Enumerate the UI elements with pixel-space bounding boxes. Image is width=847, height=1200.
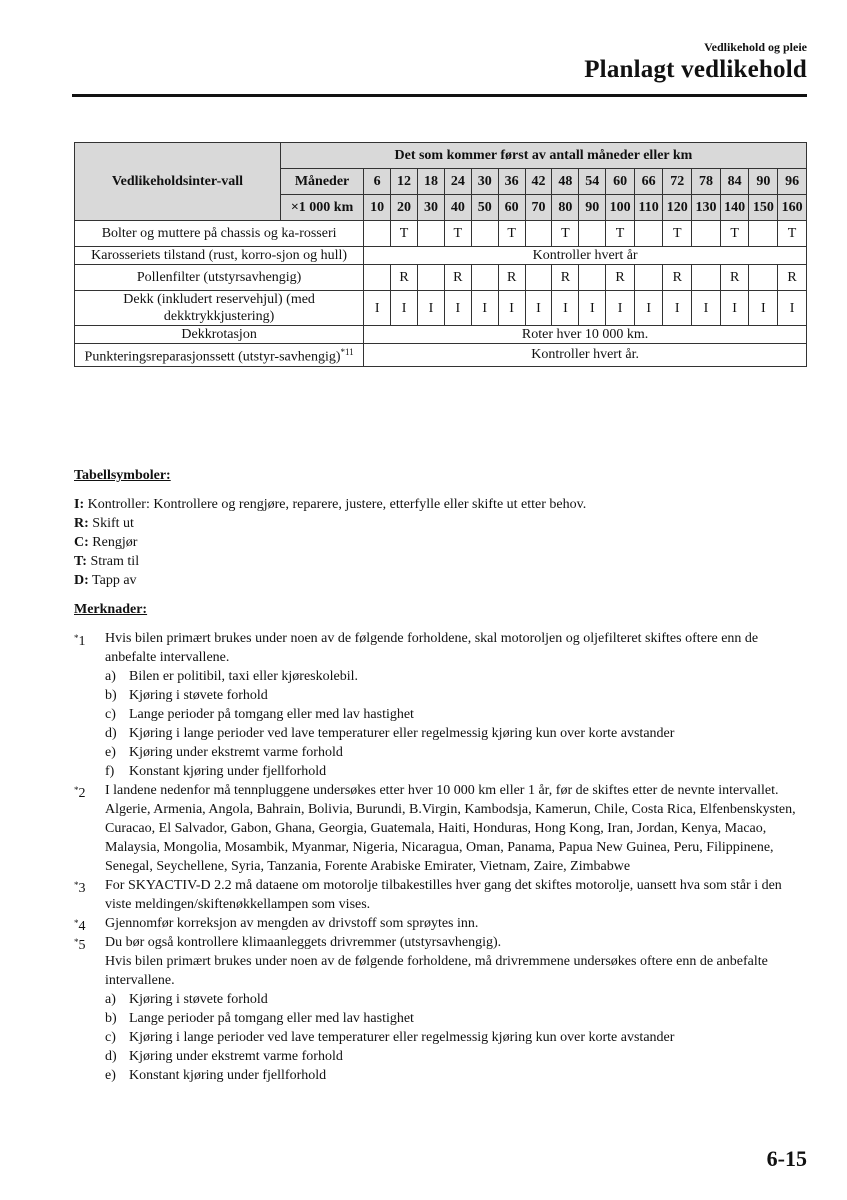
note-text: Du bør også kontrollere klimaanleggets drivremmer (utstyrsavhengig). bbox=[105, 935, 502, 950]
note-ref: *1 bbox=[74, 633, 86, 649]
month-cell: 30 bbox=[471, 169, 498, 195]
km-cell: 110 bbox=[634, 195, 662, 221]
km-label: ×1 000 km bbox=[280, 195, 363, 221]
schedule-cell: I bbox=[471, 291, 498, 326]
table-row bbox=[75, 247, 807, 265]
schedule-cell: I bbox=[606, 291, 635, 326]
schedule-cell bbox=[749, 221, 778, 247]
header-rule bbox=[72, 94, 807, 97]
schedule-cell bbox=[364, 265, 391, 291]
table-row bbox=[75, 291, 807, 326]
km-cell: 40 bbox=[444, 195, 471, 221]
schedule-cell bbox=[525, 265, 552, 291]
km-cell: 140 bbox=[720, 195, 749, 221]
note-text: For SKYACTIV-D 2.2 må dataene om motorolje tilbakestilles hver gang det skiftes motorolje, uansett hva som står i den viste meldingen/skiftenøkkellampen som vises. bbox=[105, 878, 782, 912]
note-sub-item: e) Kjøring under ekstremt varme forhold bbox=[105, 745, 343, 760]
schedule-cell: T bbox=[391, 221, 418, 247]
schedule-cell bbox=[471, 265, 498, 291]
maintenance-item: Dekkrotasjon bbox=[75, 326, 364, 344]
note-sub-item: a) Kjøring i støvete forhold bbox=[105, 992, 268, 1007]
note-text: Gjennomfør korreksjon av mengden av drivstoff som sprøytes inn. bbox=[105, 916, 479, 931]
interval-header: Vedlikeholdsinter-vall bbox=[75, 143, 281, 221]
schedule-cell: R bbox=[391, 265, 418, 291]
km-cell: 130 bbox=[692, 195, 721, 221]
km-cell: 30 bbox=[418, 195, 445, 221]
schedule-cell: R bbox=[552, 265, 579, 291]
note-5 bbox=[74, 933, 809, 1085]
schedule-cell: T bbox=[552, 221, 579, 247]
schedule-span-cell: Roter hver 10 000 km. bbox=[364, 326, 807, 344]
note-1 bbox=[74, 629, 809, 781]
notes-title: Merknader: bbox=[74, 602, 148, 617]
months-label: Måneder bbox=[280, 169, 363, 195]
note-ref: *3 bbox=[74, 880, 86, 896]
note-2 bbox=[74, 781, 809, 876]
note-sub-item: c) Lange perioder på tomgang eller med lav hastighet bbox=[105, 707, 414, 722]
schedule-cell: T bbox=[778, 221, 807, 247]
page-header bbox=[72, 38, 807, 100]
schedule-cell: R bbox=[498, 265, 525, 291]
schedule-cell bbox=[525, 221, 552, 247]
month-cell: 96 bbox=[778, 169, 807, 195]
note-4 bbox=[74, 914, 809, 933]
schedule-cell: R bbox=[663, 265, 692, 291]
schedule-cell: I bbox=[579, 291, 606, 326]
schedule-cell: R bbox=[444, 265, 471, 291]
schedule-cell bbox=[364, 221, 391, 247]
note-sub-item: d) Kjøring under ekstremt varme forhold bbox=[105, 1049, 343, 1064]
month-cell: 90 bbox=[749, 169, 778, 195]
schedule-cell: T bbox=[720, 221, 749, 247]
schedule-cell: R bbox=[778, 265, 807, 291]
legend-item: R: Skift ut bbox=[74, 516, 134, 531]
legend-title: Tabellsymboler: bbox=[74, 468, 171, 483]
km-cell: 90 bbox=[579, 195, 606, 221]
table-symbols bbox=[74, 466, 814, 590]
schedule-cell bbox=[692, 221, 721, 247]
schedule-span-cell: Kontroller hvert år. bbox=[364, 344, 807, 367]
schedule-cell: T bbox=[444, 221, 471, 247]
note-sub-item: f) Konstant kjøring under fjellforhold bbox=[105, 764, 327, 779]
schedule-cell: I bbox=[692, 291, 721, 326]
schedule-cell: I bbox=[720, 291, 749, 326]
schedule-cell: T bbox=[663, 221, 692, 247]
note-sub-item: a) Bilen er politibil, taxi eller kjøreskolebil. bbox=[105, 669, 359, 684]
km-cell: 10 bbox=[364, 195, 391, 221]
month-cell: 6 bbox=[364, 169, 391, 195]
legend-item: C: Rengjør bbox=[74, 535, 138, 550]
month-cell: 42 bbox=[525, 169, 552, 195]
note-sub-item: d) Kjøring i lange perioder ved lave temperaturer eller regelmessig kjøring kun over korte avstander bbox=[105, 726, 675, 741]
schedule-cell: R bbox=[606, 265, 635, 291]
page-title: Planlagt vedlikehold bbox=[584, 56, 807, 83]
schedule-cell: R bbox=[720, 265, 749, 291]
table-row bbox=[75, 221, 807, 247]
note-text: Hvis bilen primært brukes under noen av de følgende forholdene, skal motoroljen og oljefilteret skiftes oftere enn de anbefalte intervallene. bbox=[105, 631, 759, 665]
schedule-span-cell: Kontroller hvert år bbox=[364, 247, 807, 265]
schedule-cell: I bbox=[525, 291, 552, 326]
schedule-cell bbox=[749, 265, 778, 291]
schedule-cell: T bbox=[498, 221, 525, 247]
note-sub-item: e) Konstant kjøring under fjellforhold bbox=[105, 1068, 327, 1083]
schedule-cell: I bbox=[498, 291, 525, 326]
month-cell: 18 bbox=[418, 169, 445, 195]
page-number: 6-15 bbox=[766, 1146, 807, 1171]
section-label: Vedlikehold og pleie bbox=[704, 40, 807, 54]
month-cell: 48 bbox=[552, 169, 579, 195]
schedule-cell bbox=[579, 221, 606, 247]
schedule-cell bbox=[418, 221, 445, 247]
schedule-cell bbox=[471, 221, 498, 247]
month-cell: 60 bbox=[606, 169, 635, 195]
note-ref: *4 bbox=[74, 918, 86, 934]
note-sub-item: c) Kjøring i lange perioder ved lave temperaturer eller regelmessig kjøring kun over korte avstander bbox=[105, 1030, 675, 1045]
km-cell: 100 bbox=[606, 195, 635, 221]
month-cell: 84 bbox=[720, 169, 749, 195]
schedule-cell: I bbox=[749, 291, 778, 326]
table-row bbox=[75, 326, 807, 344]
km-cell: 120 bbox=[663, 195, 692, 221]
note-sub-item: b) Lange perioder på tomgang eller med lav hastighet bbox=[105, 1011, 414, 1026]
table-header-row bbox=[75, 143, 807, 169]
schedule-cell: I bbox=[634, 291, 662, 326]
note-ref: *5 bbox=[74, 937, 86, 953]
schedule-cell: I bbox=[663, 291, 692, 326]
note-ref: *2 bbox=[74, 785, 86, 801]
month-cell: 12 bbox=[391, 169, 418, 195]
legend-item: D: Tapp av bbox=[74, 573, 137, 588]
schedule-cell: I bbox=[418, 291, 445, 326]
month-cell: 36 bbox=[498, 169, 525, 195]
km-cell: 150 bbox=[749, 195, 778, 221]
notes-section bbox=[74, 600, 809, 1085]
km-cell: 80 bbox=[552, 195, 579, 221]
schedule-cell: I bbox=[364, 291, 391, 326]
maintenance-item: Karosseriets tilstand (rust, korro-sjon og hull) bbox=[75, 247, 364, 265]
table-row bbox=[75, 344, 807, 367]
country-list: Algerie, Armenia, Angola, Bahrain, Bolivia, Burundi, B.Virgin, Kambodsja, Kamerun, Chile, Costa Rica, Elfenbenskysten, Curacao, El Salvador, Gabon, Ghana, Georgia, Guatemala, Haiti, Honduras, Hong Kong, Iran, Jordan, Kenya, Macao, Malaysia, Mongolia, Mosambik, Myanmar, Nigeria, Nicaragua, Oman, Panama, Papua New Guinea, Peru, Filippinene, Senegal, Seychellene, Syria, Tanzania, Forente Arabiske Emirater, Vietnam, Zaire, Zimbabwe bbox=[105, 802, 796, 874]
schedule-cell bbox=[418, 265, 445, 291]
note-text-2: Hvis bilen primært brukes under noen av de følgende forholdene, må drivremmene undersøkes oftere enn de anbefalte intervallene. bbox=[105, 954, 768, 988]
note-sub-item: b) Kjøring i støvete forhold bbox=[105, 688, 268, 703]
month-cell: 66 bbox=[634, 169, 662, 195]
note-3 bbox=[74, 876, 809, 914]
maintenance-item: Punkteringsreparasjonssett (utstyr-savhengig)$^{*11}$ bbox=[75, 344, 364, 367]
schedule-cell: I bbox=[552, 291, 579, 326]
legend-item: I: Kontroller: Kontrollere og rengjøre, reparere, justere, etterfylle eller skifte ut etter behov. bbox=[74, 497, 587, 512]
maintenance-table bbox=[74, 142, 807, 367]
footnote-ref: *11 bbox=[340, 347, 354, 357]
month-cell: 54 bbox=[579, 169, 606, 195]
month-cell: 78 bbox=[692, 169, 721, 195]
maintenance-item: Pollenfilter (utstyrsavhengig) bbox=[75, 265, 364, 291]
table-row bbox=[75, 265, 807, 291]
schedule-cell: T bbox=[606, 221, 635, 247]
month-cell: 24 bbox=[444, 169, 471, 195]
month-cell: 72 bbox=[663, 169, 692, 195]
maintenance-item: Dekk (inkludert reservehjul) (med dekktrykkjustering) bbox=[75, 291, 364, 326]
km-cell: 70 bbox=[525, 195, 552, 221]
legend-item: T: Stram til bbox=[74, 554, 140, 569]
km-cell: 60 bbox=[498, 195, 525, 221]
schedule-cell: I bbox=[444, 291, 471, 326]
km-cell: 160 bbox=[778, 195, 807, 221]
schedule-cell bbox=[634, 265, 662, 291]
schedule-cell bbox=[692, 265, 721, 291]
note-text: I landene nedenfor må tennpluggene undersøkes etter hver 10 000 km eller 1 år, før de skiftes etter de nevnte intervallet. bbox=[105, 783, 779, 798]
whichever-first-header: Det som kommer først av antall måneder eller km bbox=[280, 143, 806, 169]
schedule-cell: I bbox=[778, 291, 807, 326]
km-cell: 50 bbox=[471, 195, 498, 221]
schedule-cell: I bbox=[391, 291, 418, 326]
schedule-cell bbox=[579, 265, 606, 291]
maintenance-item: Bolter og muttere på chassis og ka-rosseri bbox=[75, 221, 364, 247]
km-cell: 20 bbox=[391, 195, 418, 221]
schedule-cell bbox=[634, 221, 662, 247]
